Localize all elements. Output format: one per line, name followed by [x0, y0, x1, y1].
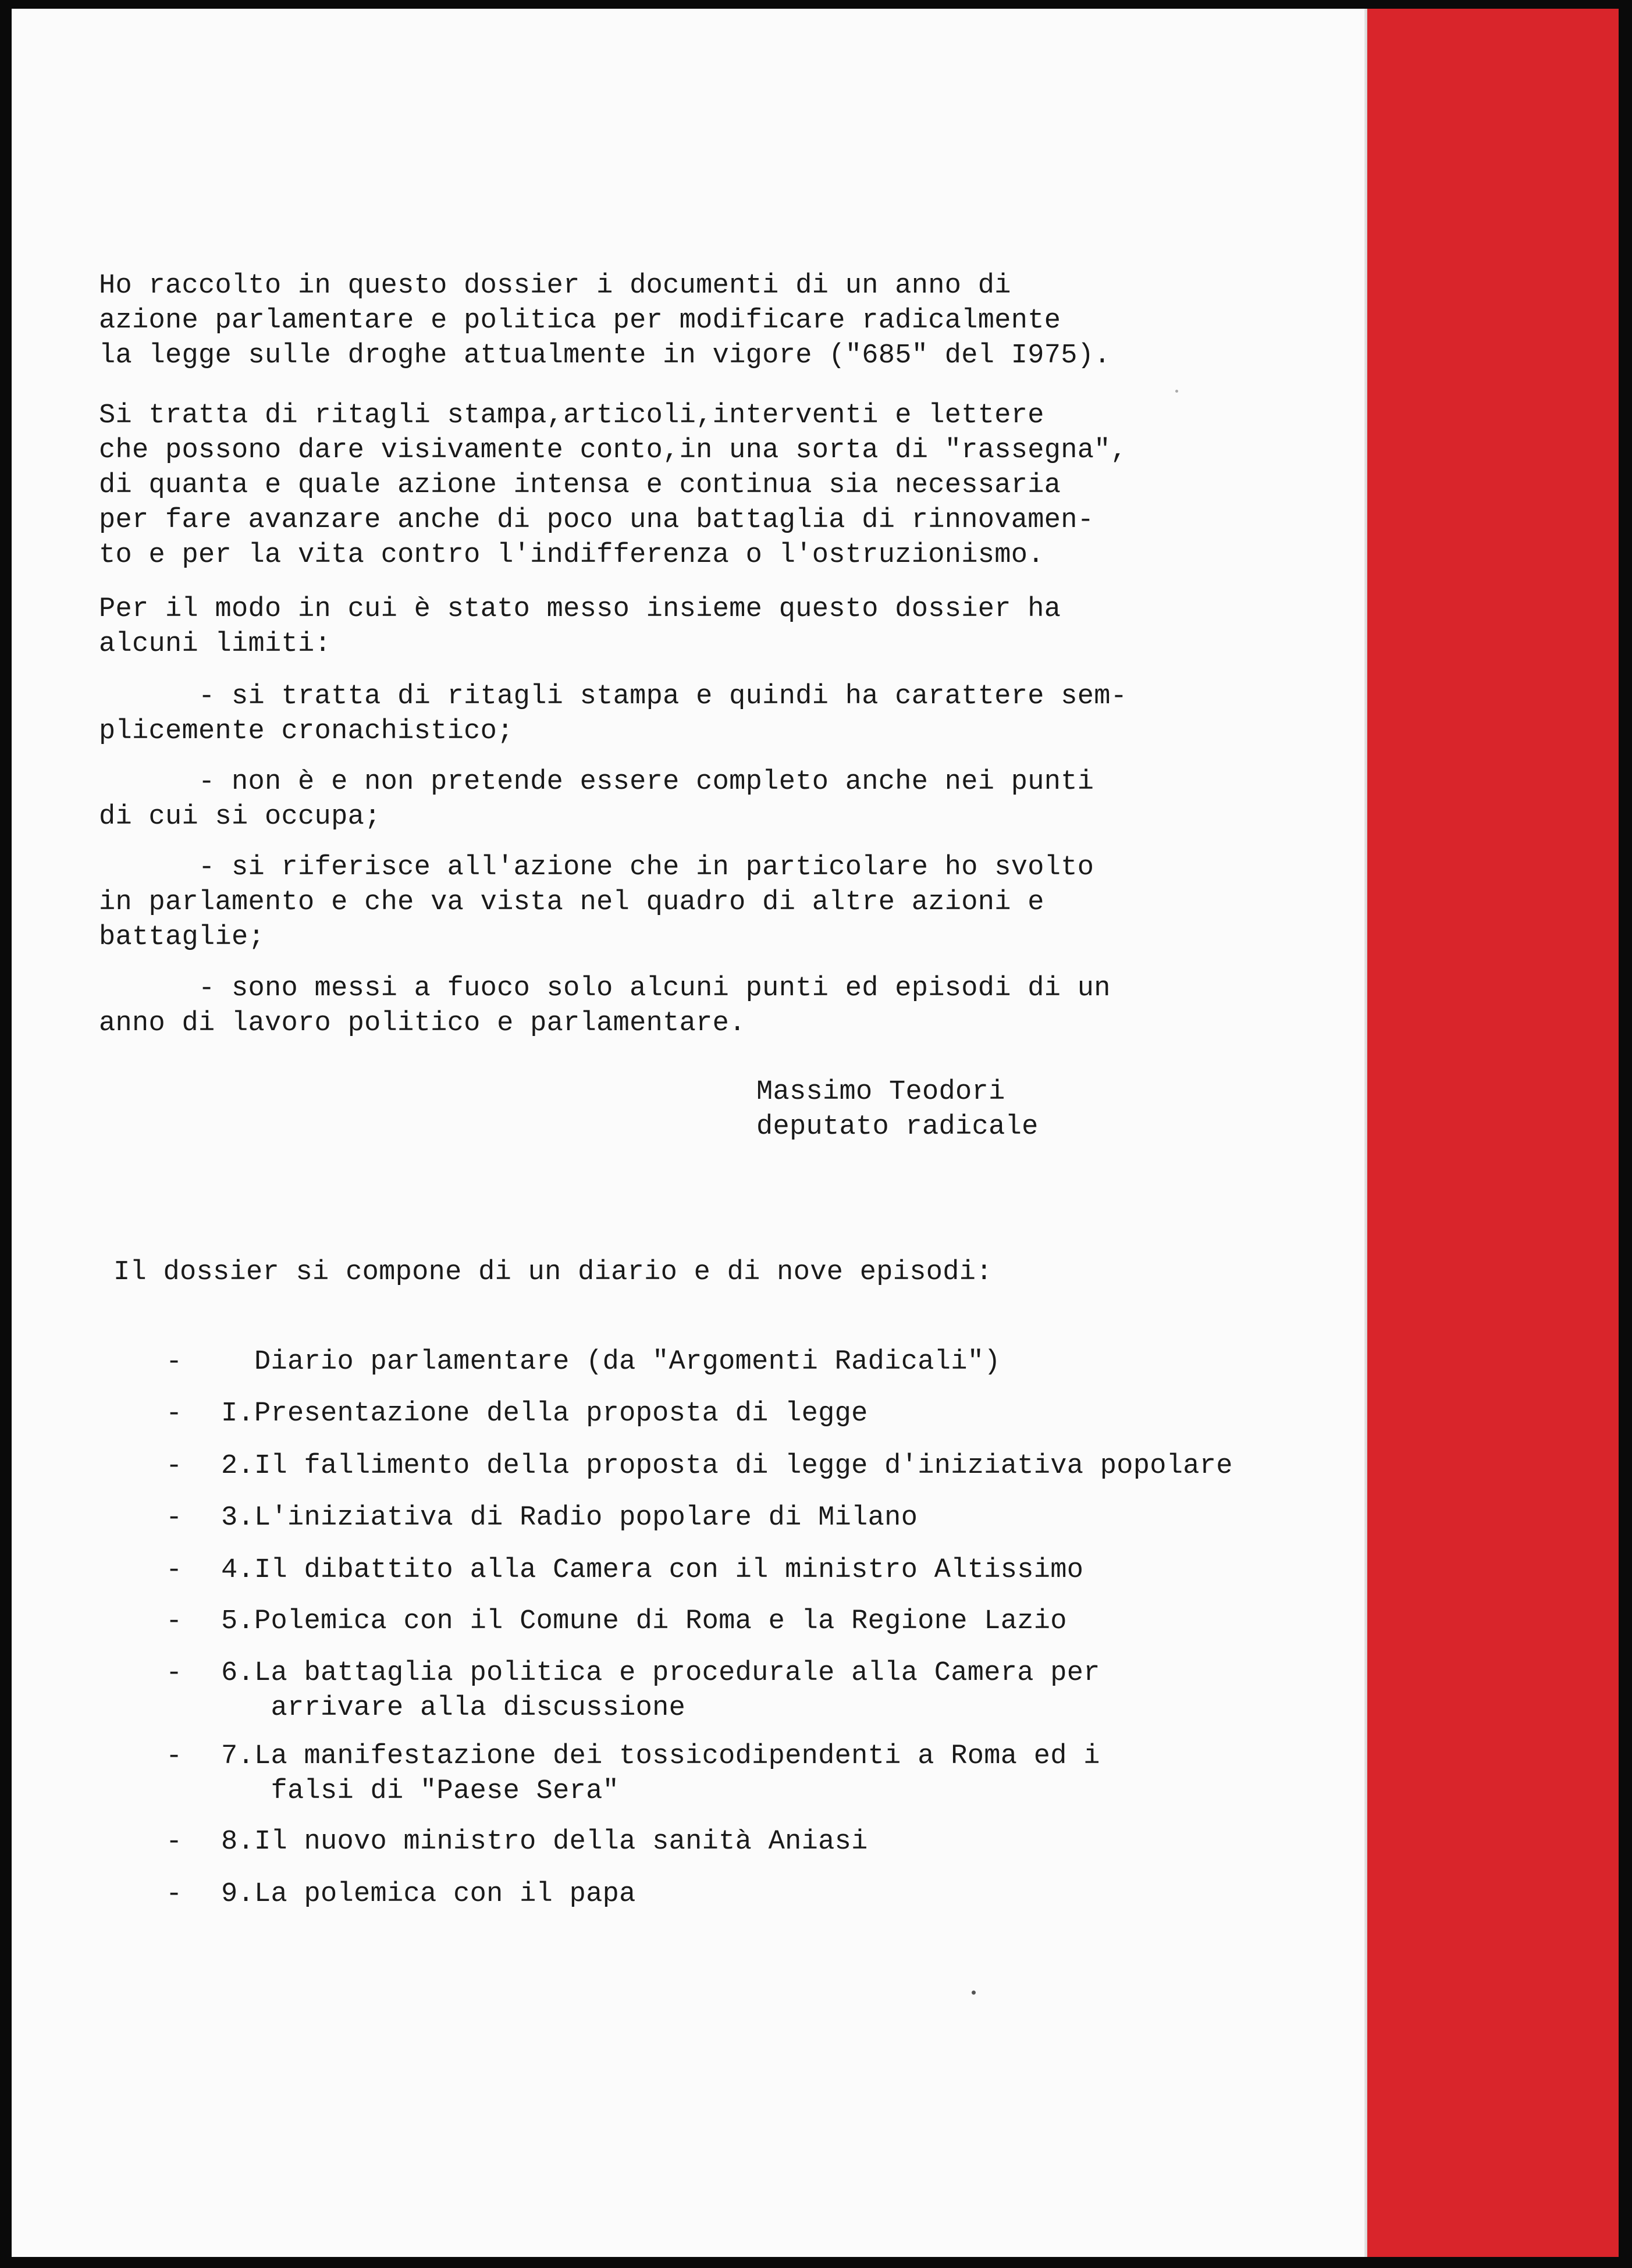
limit-line: - si tratta di ritagli stampa e quindi ha carattere sem-	[99, 681, 1128, 712]
red-folder-cover	[1367, 9, 1619, 2257]
intro-line: Ho raccolto in questo dossier i documenti di un anno di	[99, 270, 1011, 301]
limit-line: - sono messi a fuoco solo alcuni punti ed episodi di un	[99, 973, 1111, 1004]
list-item-text: 7.La manifestazione dei tossicodipendenti a Roma ed i falsi di "Paese Sera"	[221, 1741, 1100, 1807]
intro-line: che possono dare visivamente conto,in una sorta di "rassegna",	[99, 435, 1128, 466]
list-dash: -	[166, 1606, 183, 1637]
intro-line: la legge sulle droghe attualmente in vigore ("685" del I975).	[99, 340, 1111, 371]
list-dash: -	[166, 1826, 183, 1857]
list-dash: -	[166, 1451, 183, 1482]
list-dash: -	[166, 1502, 183, 1533]
list-item-text: 4.Il dibattito alla Camera con il ministro Altissimo	[221, 1555, 1084, 1586]
list-dash: -	[166, 1398, 183, 1429]
limit-line: plicemente cronachistico;	[99, 716, 514, 747]
list-item-text: 6.La battaglia politica e procedurale alla Camera per arrivare alla discussione	[221, 1658, 1100, 1724]
list-item-text: I.Presentazione della proposta di legge	[221, 1398, 868, 1429]
intro-line: Per il modo in cui è stato messo insieme questo dossier ha	[99, 594, 1061, 625]
intro-line: alcuni limiti:	[99, 629, 332, 660]
list-dash: -	[166, 1658, 183, 1689]
limit-line: - si riferisce all'azione che in particolare ho svolto	[99, 852, 1094, 883]
signature-role: deputato radicale	[756, 1112, 1039, 1142]
list-item-text: 8.Il nuovo ministro della sanità Aniasi	[221, 1826, 868, 1857]
limit-line: anno di lavoro politico e parlamentare.	[99, 1008, 746, 1039]
list-item-text: 3.L'iniziativa di Radio popolare di Milano	[221, 1502, 918, 1533]
contents-heading: Il dossier si compone di un diario e di nove episodi:	[113, 1257, 993, 1288]
list-item-text: 5.Polemica con il Comune di Roma e la Regione Lazio	[221, 1606, 1067, 1637]
list-dash: -	[166, 1555, 183, 1586]
list-item-text: 9.La polemica con il papa	[221, 1879, 636, 1910]
intro-line: per fare avanzare anche di poco una battaglia di rinnovamen-	[99, 505, 1094, 536]
intro-line: azione parlamentare e politica per modificare radicalmente	[99, 305, 1061, 336]
list-dash: -	[166, 1879, 183, 1910]
paper-speck	[972, 1991, 976, 1995]
limit-line: - non è e non pretende essere completo anche nei punti	[99, 767, 1094, 797]
list-dash: -	[166, 1347, 183, 1377]
typewritten-page	[12, 9, 1367, 2257]
limit-line: in parlamento e che va vista nel quadro di altre azioni e	[99, 887, 1044, 918]
paper-speck	[1175, 390, 1178, 393]
intro-line: to e per la vita contro l'indifferenza o l'ostruzionismo.	[99, 540, 1044, 571]
list-dash: -	[166, 1741, 183, 1772]
intro-line: Si tratta di ritagli stampa,articoli,interventi e lettere	[99, 400, 1044, 431]
list-item	[166, 1877, 636, 2017]
list-item-text: 2.Il fallimento della proposta di legge d'iniziativa popolare	[221, 1451, 1233, 1482]
list-item-text: Diario parlamentare (da "Argomenti Radicali")	[221, 1347, 1001, 1377]
limit-line: battaglie;	[99, 922, 265, 953]
signature-name: Massimo Teodori	[756, 1077, 1005, 1108]
intro-line: di quanta e quale azione intensa e continua sia necessaria	[99, 470, 1061, 501]
limit-line: di cui si occupa;	[99, 802, 381, 832]
